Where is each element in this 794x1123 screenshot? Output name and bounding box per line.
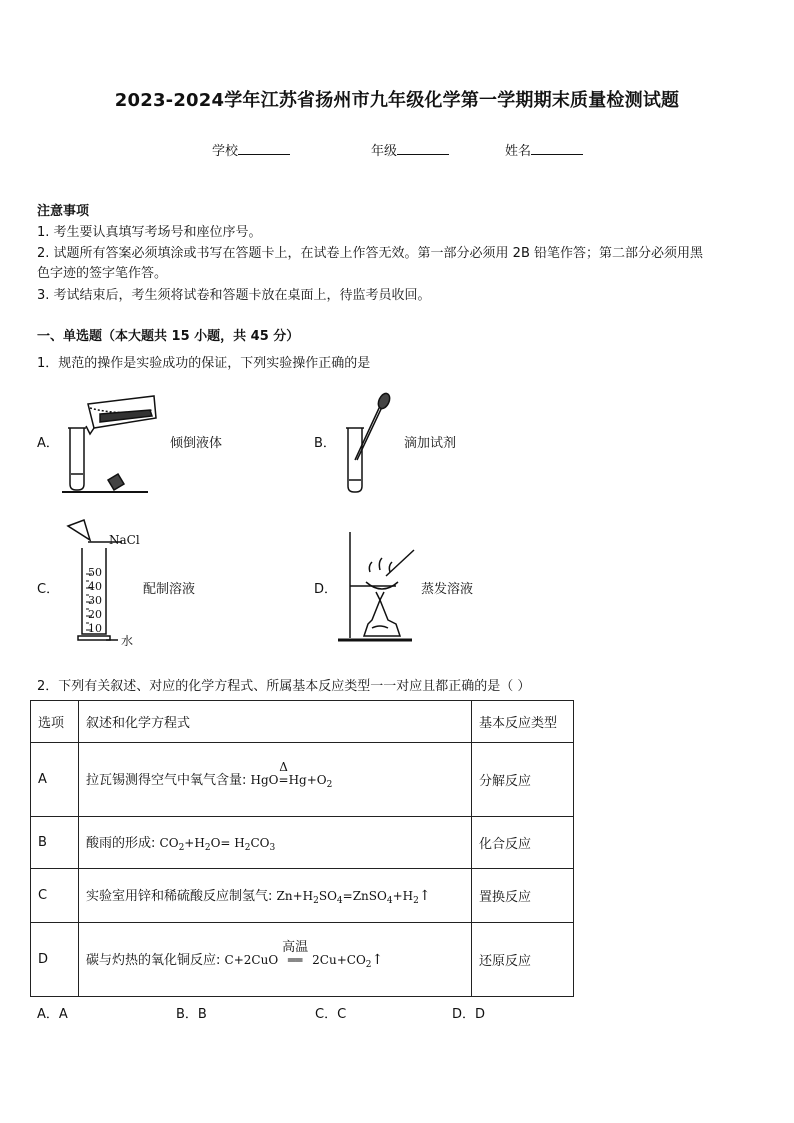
row-d-option: D — [31, 923, 79, 997]
row-d-type: 还原反应 — [472, 923, 574, 997]
row-b-option: B — [31, 817, 79, 869]
table-header-row — [31, 701, 574, 743]
tick-10: 10 — [88, 622, 102, 635]
table-row — [31, 923, 574, 997]
dropper-illustration — [340, 390, 400, 496]
q1-stem: 1．规范的操作是实验成功的保证，下列实验操作正确的是 — [37, 356, 371, 371]
row-a-content — [79, 743, 472, 817]
row-a-eq-right-sub: 2 — [326, 780, 333, 790]
row-a-eq-right: Hg+O — [288, 773, 327, 787]
row-a-eq-left: HgO — [250, 773, 279, 787]
evaporation-illustration — [336, 528, 416, 646]
nacl-label: NaCl — [109, 533, 140, 547]
q1-option-d-caption: 蒸发溶液 — [421, 582, 474, 597]
row-b-desc: 酸雨的形成: — [86, 836, 156, 851]
notice-item-3: 3. 考试结束后，考生须将试卷和答题卡放在桌面上，待监考员收回。 — [37, 288, 431, 303]
row-c-content — [79, 869, 472, 923]
grade-field — [371, 140, 449, 159]
tick-30: 30 — [88, 594, 102, 607]
row-a-desc: 拉瓦锡测得空气中氧气含量: — [86, 773, 247, 788]
q2-table — [30, 700, 574, 997]
row-d-eq-sign: 高温 ══ — [278, 953, 312, 967]
row-a-eq-sign: Δ = — [278, 760, 289, 787]
row-d-content — [79, 923, 472, 997]
header-option: 选项 — [31, 701, 79, 743]
row-a-eq-cond: Δ — [279, 760, 288, 774]
tick-50: 50 — [88, 566, 102, 579]
q1-option-b-letter[interactable]: B． — [314, 436, 336, 451]
row-a-equation — [250, 760, 333, 790]
header-description: 叙述和化学方程式 — [79, 701, 472, 743]
school-label: 学校 — [212, 144, 239, 159]
row-d-equation: C+2CuO 高温 ══ $2Cu+CO_2↑$ — [225, 953, 384, 967]
row-b-equation: $CO_2+H_2O= H_2CO_3$ — [159, 836, 276, 853]
section-heading: 一、单选题（本大题共 15 小题，共 45 分） — [37, 329, 300, 344]
tick-20: 20 — [88, 608, 102, 621]
row-a-type: 分解反应 — [472, 743, 574, 817]
exam-title: 2023-2024学年江苏省扬州市九年级化学第一学期期末质量检测试题 — [114, 90, 680, 111]
name-label: 姓名 — [505, 144, 532, 159]
tick-40: 40 — [88, 580, 102, 593]
grade-blank[interactable] — [397, 140, 449, 155]
row-a-option: A — [31, 743, 79, 817]
q1-option-c-caption: 配制溶液 — [143, 582, 196, 597]
row-b-content — [79, 817, 472, 869]
notice-item-2: 2. 试题所有答案必须填涂或书写在答题卡上，在试卷上作答无效。第一部分必须用 2B 铅笔作答；第二部分必须用黑 — [37, 246, 703, 261]
table-row — [31, 869, 574, 923]
q1-option-a-caption: 倾倒液体 — [170, 436, 223, 451]
q1-option-c-letter[interactable]: C． — [37, 582, 60, 597]
q1-option-b-caption: 滴加试剂 — [404, 436, 457, 451]
pouring-liquid-illustration — [60, 386, 160, 496]
row-b-type: 化合反应 — [472, 817, 574, 869]
q2-answer-c[interactable]: C．C — [315, 1007, 347, 1022]
school-field — [212, 140, 290, 159]
notice-item-2-cont: 色字迹的签字笔作答。 — [37, 266, 168, 281]
notice-heading: 注意事项 — [37, 204, 90, 219]
q2-answer-d[interactable]: D．D — [452, 1007, 486, 1022]
table-row — [31, 743, 574, 817]
q1-option-a-letter[interactable]: A． — [37, 436, 59, 451]
notice-item-1: 1. 考生要认真填写考场号和座位序号。 — [37, 225, 262, 240]
table-row — [31, 817, 574, 869]
row-d-eq-cond: 高温 — [282, 940, 309, 955]
grade-label: 年级 — [371, 144, 398, 159]
name-field — [505, 140, 583, 159]
row-c-type: 置换反应 — [472, 869, 574, 923]
q2-answer-b[interactable]: B．B — [176, 1007, 207, 1022]
row-d-eq-left: C+2CuO — [224, 953, 279, 967]
q1-option-d-letter[interactable]: D． — [314, 582, 338, 597]
row-c-desc: 实验室用锌和稀硫酸反应制氢气: — [86, 889, 273, 904]
name-blank[interactable] — [531, 140, 583, 155]
header-type: 基本反应类型 — [472, 701, 574, 743]
row-c-option: C — [31, 869, 79, 923]
q2-answer-a[interactable]: A．A — [37, 1007, 68, 1022]
row-d-desc: 碳与灼热的氧化铜反应: — [86, 953, 221, 968]
school-blank[interactable] — [238, 140, 290, 155]
water-label: 水 — [121, 634, 134, 648]
q2-stem: 2．下列有关叙述、对应的化学方程式、所属基本反应类型一一对应且都正确的是（ ） — [37, 679, 531, 694]
row-c-equation: $Zn+H_2SO_4=ZnSO_4+H_2↑$ — [276, 888, 431, 906]
